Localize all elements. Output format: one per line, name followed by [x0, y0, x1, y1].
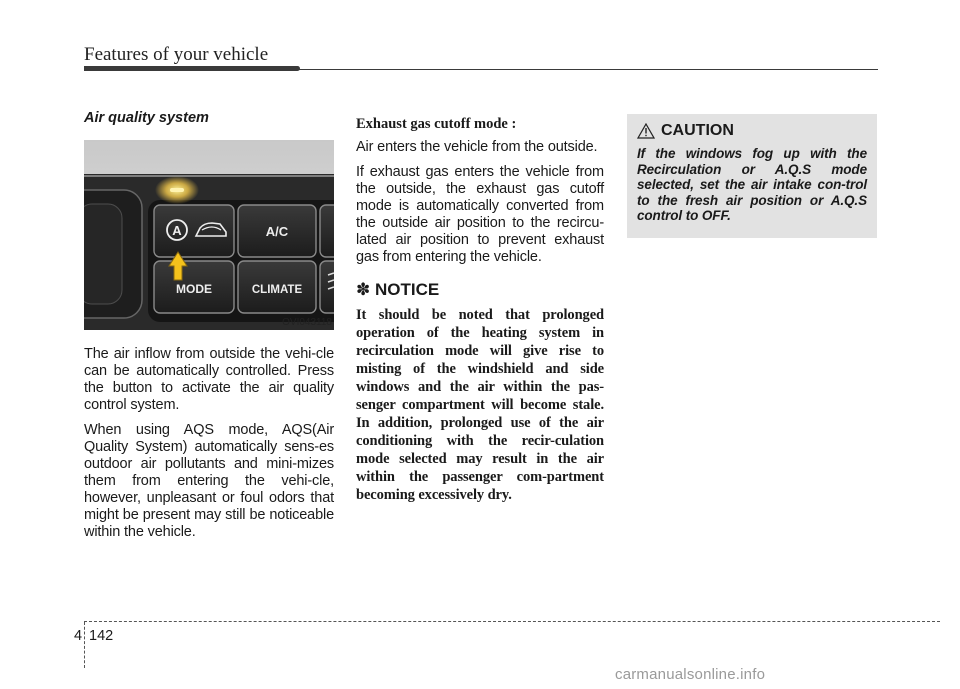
warning-triangle-icon — [637, 123, 655, 139]
sub-heading: Exhaust gas cutoff mode : — [356, 116, 517, 132]
notice-title: NOTICE — [374, 280, 440, 299]
caution-text: If the windows fog up with the Recirculation or A.Q.S mode selected, set the air intake con-trol to the fresh air position or A.Q.S control to OFF. — [637, 146, 867, 223]
watermark: carmanualsonline.info — [615, 666, 766, 683]
climate-panel-illustration — [84, 140, 334, 330]
caution-title: CAUTION — [661, 122, 734, 139]
header-rule — [84, 69, 878, 70]
paragraph: When using AQS mode, AQS(Air Quality System) automatically sens-es outdoor air pollutants and mini-mizes them from entering the vehi-cle, however, unpleasant or foul odors that might be present may still be noticeable within the vehicle. — [84, 422, 334, 540]
notice-text: It should be noted that prolonged operation of the heating system in recirculation mode will give rise to misting of the windshield and side windows and the air within the pas-senger compartment will become stale. In addition, prolonged use of the air conditioning with the recir-culation mode selected may result in the air within the passenger com-partment becoming excessively dry. — [356, 307, 604, 503]
paragraph: The air inflow from outside the vehi-cle can be automatically controlled. Press the button to activate the air quality control system. — [84, 346, 334, 413]
footer-rule — [84, 621, 940, 622]
notice-symbol-icon: ✽ — [356, 280, 371, 299]
figure-code: OVI043118 — [282, 317, 332, 328]
mode-label: MODE — [176, 282, 212, 296]
svg-text:A: A — [172, 223, 182, 238]
caution-heading — [637, 122, 867, 140]
page-number: 142 — [89, 628, 114, 644]
paragraph: If exhaust gas enters the vehicle from the outside, the exhaust gas cutoff mode is automatically converted from the outside air position to the recircu-lated air position to prevent exhaust gas from entering the vehicle. — [356, 164, 604, 265]
chapter-number: 4 — [74, 628, 83, 644]
footer-divider — [84, 622, 85, 668]
left-column — [84, 110, 334, 549]
climate-label: CLIMATE — [251, 284, 303, 296]
header-title: Features of your vehicle — [84, 44, 269, 65]
section-heading: Air quality system — [84, 110, 209, 126]
paragraph: Air enters the vehicle from the outside. — [356, 139, 598, 155]
aqs-button — [154, 205, 234, 257]
ac-label: A/C — [265, 224, 289, 239]
caution-box — [627, 114, 877, 238]
climate-panel-figure — [84, 140, 334, 330]
notice-heading — [356, 280, 604, 300]
middle-column — [356, 116, 604, 504]
